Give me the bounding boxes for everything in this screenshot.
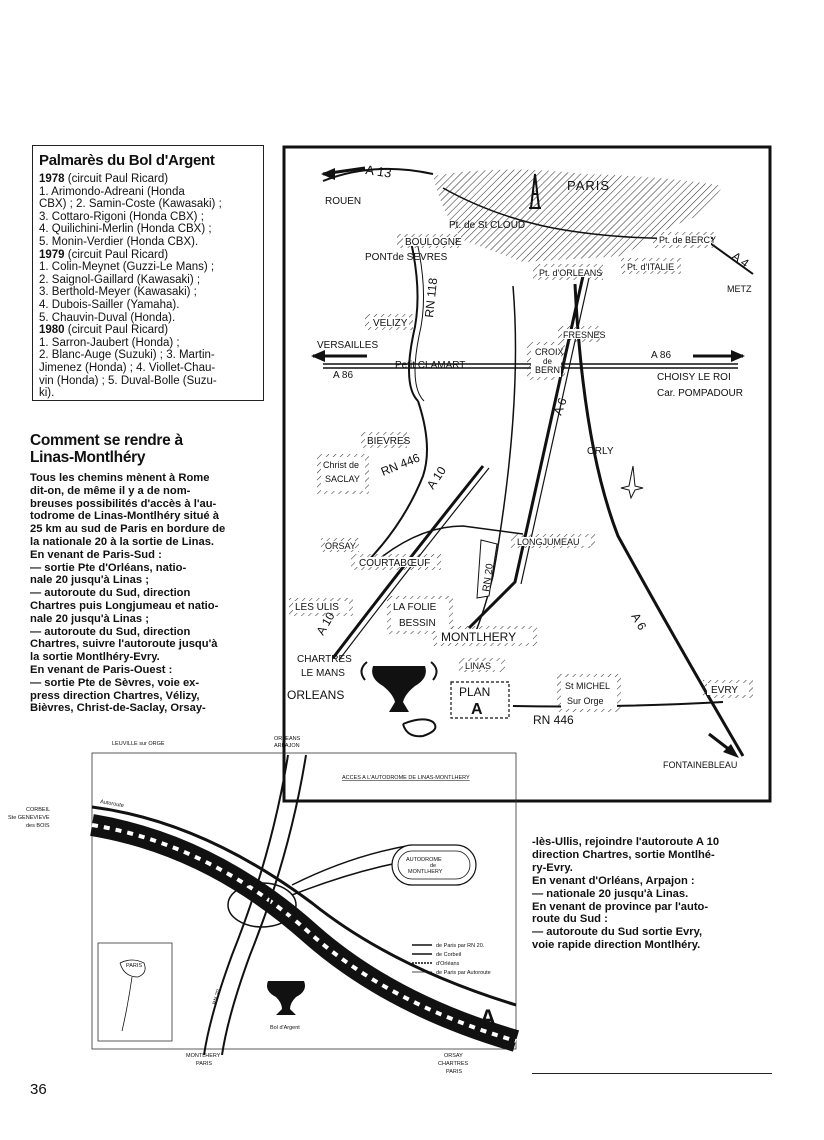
label-st-michel-2: Sur Orge — [567, 696, 604, 706]
label-linas: LINAS — [465, 661, 492, 671]
palmares-year-1979: 1979 (circuit Paul Ricard) — [39, 248, 169, 261]
palmares-line: vin (Honda) ; 5. Duval-Bolle (Suzu- — [39, 374, 217, 387]
howto-line: la sortie Montlhéry-Evry. — [30, 651, 160, 664]
label-pt-bercy: Pt. de BERCY — [659, 235, 717, 245]
label-a10-mid: A 10 — [423, 463, 449, 492]
label-pont-sevres: PONTde SEVRES — [365, 252, 448, 263]
label-orleans: ORLEANS — [287, 688, 345, 702]
palmares-line: 4. Dubois-Sailler (Yamaha). — [39, 298, 180, 311]
howto-line: 25 km au sud de Paris en bordure de — [30, 523, 226, 536]
label-st-michel-1: St MICHEL — [565, 681, 611, 691]
right-line: — nationale 20 jusqu'à Linas. — [532, 887, 689, 900]
howto-line: — sortie Pte d'Orléans, natio- — [30, 561, 187, 574]
right-text — [532, 836, 764, 952]
label-croix-1: CROIX — [535, 347, 564, 357]
label-croix-3: BERNY — [535, 365, 567, 375]
label-fresnes: FRESNES — [563, 330, 606, 340]
howto-line: nale 20 jusqu'à Linas ; — [30, 574, 149, 587]
howto-line: Chartres puis Longjumeau et natio- — [30, 599, 219, 612]
palmares-line: 2. Blanc-Auge (Suzuki) ; 3. Martin- — [39, 349, 215, 362]
palmares-box — [32, 145, 264, 401]
right-line: route du Sud : — [532, 913, 608, 926]
label-bievres: BIEVRES — [367, 436, 411, 447]
palmares-line: 2. Saignol-Gaillard (Kawasaki) ; — [39, 273, 201, 286]
label-a6-low: A 6 — [628, 610, 650, 633]
legend-item: d'Orléans — [436, 961, 460, 967]
label-longjumeau: LONGJUMEAU — [517, 537, 580, 547]
howto-line: Bièvres, Christ-de-Saclay, Orsay- — [30, 702, 206, 715]
legend-item: de Paris par Autoroute — [436, 970, 491, 976]
label-pt-orleans: Pt. d'ORLEANS — [539, 268, 603, 278]
label-orleans-arpajon-2: ARPAJON — [274, 743, 300, 749]
howto-line: En venant de Paris-Sud : — [30, 548, 162, 561]
label-a10-low: A 10 — [313, 609, 338, 638]
palmares-line: 3. Berthold-Meyer (Kawasaki) ; — [39, 286, 197, 299]
label-plan: PLAN — [459, 685, 491, 699]
label-la-folie-2: BESSIN — [399, 618, 436, 629]
palmares-line: CBX) ; 2. Samin-Coste (Kawasaki) ; — [39, 198, 222, 211]
howto-line: — autoroute du Sud, direction — [30, 625, 191, 638]
palmares-line: ki). — [39, 387, 55, 400]
label-montlhery-2: PARIS — [196, 1061, 213, 1067]
access-map-title: ACCES A L'AUTODROME DE LINAS-MONTLHERY — [342, 775, 470, 781]
howto-line: todrome de Linas-Montlhéry situé à — [30, 510, 219, 523]
label-croix-2: de — [543, 357, 552, 366]
howto-line: En venant de Paris-Ouest : — [30, 663, 173, 676]
label-le-mans: LE MANS — [301, 668, 345, 679]
label-paris-inset: PARIS — [126, 963, 143, 969]
label-a86-left: A 86 — [333, 370, 354, 381]
label-fontainebleau: FONTAINEBLEAU — [663, 760, 738, 770]
right-line: En venant d'Orléans, Arpajon : — [532, 874, 695, 887]
label-versailles: VERSAILLES — [317, 340, 379, 351]
label-orly: ORLY — [587, 446, 614, 457]
howto-line: Tous les chemins mènent à Rome — [30, 472, 210, 484]
label-orsay-3: PARIS — [446, 1069, 463, 1075]
palmares-title: Palmarès du Bol d'Argent — [39, 152, 215, 169]
label-pt-st-cloud: Pt. de St CLOUD — [449, 220, 526, 231]
right-line: -lès-Ullis, rejoindre l'autoroute A 10 — [532, 836, 720, 848]
right-line: voie rapide direction Montlhéry. — [532, 939, 701, 952]
howto-line: dit-on, de même il y a de nom- — [30, 484, 191, 497]
palmares-line: 5. Chauvin-Duval (Honda). — [39, 311, 176, 324]
label-chartres: CHARTRES — [297, 654, 352, 665]
label-big-a: A — [480, 1005, 496, 1030]
label-evry: EVRY — [711, 685, 739, 696]
palmares-line: 1. Sarron-Jaubert (Honda) ; — [39, 336, 180, 349]
howto-line: breuses possibilités d'accès à l'au- — [30, 497, 217, 510]
label-petit-clamart: Petit CLAMART — [395, 360, 466, 371]
howto-section — [30, 432, 266, 715]
label-leuville: LEUVILLE sur ORGE — [112, 741, 165, 747]
label-orsay-1: ORSAY — [444, 1053, 463, 1059]
label-pt-italie: Pt. d'ITALIE — [627, 262, 675, 272]
howto-line: nale 20 jusqu'à Linas ; — [30, 612, 149, 625]
label-rn118: RN 118 — [422, 277, 441, 319]
palmares-year-1978: 1978 (circuit Paul Ricard) — [39, 173, 169, 185]
label-courtaboeuf: COURTABŒUF — [359, 558, 431, 569]
howto-line: — sortie Pte de Sèvres, voie ex- — [30, 676, 200, 689]
inset-map — [98, 943, 172, 1041]
howto-line: press direction Chartres, Vélizy, — [30, 689, 200, 702]
arrow-icon — [731, 350, 745, 362]
airplane-icon — [621, 466, 643, 498]
label-christ-1: Christ de — [323, 460, 360, 470]
label-boulogne: BOULOGNE — [405, 237, 462, 248]
label-bol: Bol d'Argent — [270, 1025, 300, 1031]
right-line: ry-Evry. — [532, 861, 573, 874]
arrow-icon — [311, 350, 325, 362]
label-autodrome-2: de — [430, 863, 437, 869]
label-choisy: CHOISY LE ROI — [657, 372, 731, 383]
howto-line: la nationale 20 à la sortie de Linas. — [30, 535, 215, 548]
legend-item: de Corbeil — [436, 952, 462, 958]
label-les-ulis: LES ULIS — [295, 602, 339, 613]
label-autodrome-1: AUTODROME — [406, 857, 442, 863]
howto-line: Chartres, suivre l'autoroute jusqu'à — [30, 638, 218, 651]
access-map — [8, 735, 516, 1075]
label-orleans-arpajon-1: ORLEANS — [274, 736, 301, 742]
label-a6-top: A 6 — [550, 395, 570, 418]
label-la-folie-1: LA FOLIE — [393, 602, 437, 613]
trophy-icon — [267, 981, 305, 1015]
label-pompadour: Car. POMPADOUR — [657, 388, 743, 399]
right-line: direction Chartres, sortie Montlhé- — [532, 848, 715, 861]
label-autodrome-3: MONTLHERY — [408, 869, 443, 875]
label-christ-2: SACLAY — [325, 474, 360, 484]
label-montlhery: MONTLHERY — [441, 630, 517, 644]
label-orsay: ORSAY — [325, 541, 356, 551]
palmares-line: 1. Arimondo-Adreani (Honda — [39, 185, 185, 198]
label-corbeil-3: des BOIS — [26, 823, 50, 829]
trophy-icon — [372, 666, 426, 712]
legend-item: de Paris par RN 20. — [436, 943, 485, 949]
label-rouen: ROUEN — [325, 196, 362, 207]
label-rn20: RN 20 — [212, 988, 222, 1006]
label-a4: A 4 — [729, 248, 752, 271]
label-autoroute-2: Autoroute — [421, 1011, 446, 1026]
label-metz: METZ — [727, 284, 752, 294]
route-map — [283, 146, 771, 802]
label-autoroute-1: Autoroute — [99, 799, 125, 810]
divider — [532, 1073, 772, 1074]
howto-title: Comment se rendre à Linas-Montlhéry — [30, 432, 183, 466]
label-corbeil-2: Ste GENEVIEVE — [8, 815, 50, 821]
label-velizy: VELIZY — [373, 318, 408, 329]
right-line: — autoroute du Sud sortie Evry, — [532, 926, 703, 939]
label-a86-right: A 86 — [651, 350, 672, 361]
label-orsay-2: CHARTRES — [438, 1061, 469, 1067]
label-rn446-low: RN 446 — [533, 713, 574, 727]
label-rn446-top: RN 446 — [378, 450, 422, 479]
label-montlhery-1: MONTLHERY — [186, 1053, 221, 1059]
label-plan-a: A — [471, 701, 483, 718]
label-a13: A 13 — [364, 162, 393, 181]
palmares-line: 4. Quilichini-Merlin (Honda CBX) ; — [39, 223, 212, 236]
page-number: 36 — [30, 1081, 47, 1098]
palmares-year-1980: 1980 (circuit Paul Ricard) — [39, 324, 169, 337]
label-rn20: RN 20 — [481, 562, 496, 593]
label-paris: PARIS — [567, 178, 611, 193]
palmares-line: 5. Monin-Verdier (Honda CBX). — [39, 235, 199, 248]
right-line: En venant de province par l'auto- — [532, 900, 709, 913]
palmares-line: 1. Colin-Meynet (Guzzi-Le Mans) ; — [39, 261, 215, 274]
howto-line: — autoroute du Sud, direction — [30, 587, 191, 600]
circuit-icon — [403, 719, 435, 736]
palmares-line: Jimenez (Honda) ; 4. Viollet-Chau- — [39, 361, 216, 374]
palmares-line: 3. Cottaro-Rigoni (Honda CBX) ; — [39, 210, 204, 223]
label-corbeil-1: CORBEIL — [26, 807, 51, 813]
